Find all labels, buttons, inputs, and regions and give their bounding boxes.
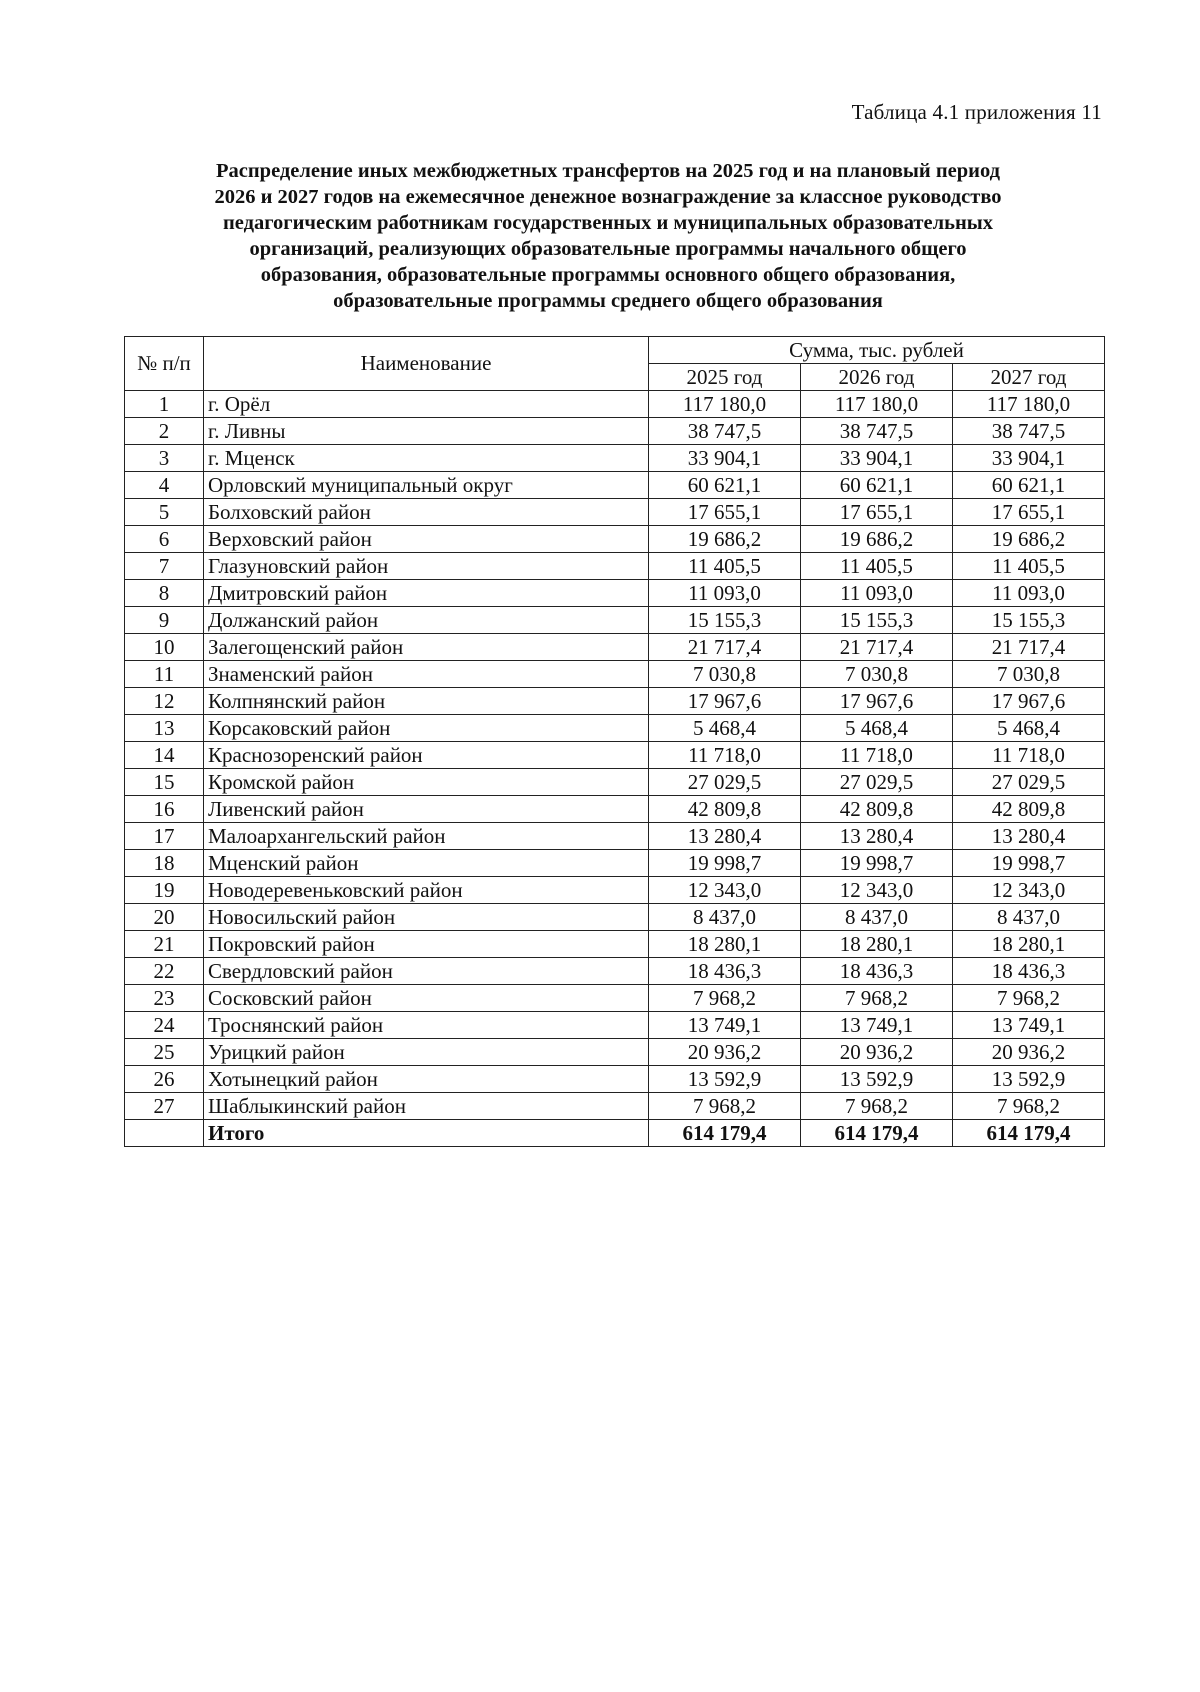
row-value-2027: 13 280,4 bbox=[953, 823, 1105, 850]
row-value-2027: 27 029,5 bbox=[953, 769, 1105, 796]
row-value-2027: 13 749,1 bbox=[953, 1012, 1105, 1039]
row-name: Болховский район bbox=[204, 499, 649, 526]
row-value-2025: 12 343,0 bbox=[649, 877, 801, 904]
row-value-2027: 11 093,0 bbox=[953, 580, 1105, 607]
row-number: 18 bbox=[125, 850, 204, 877]
row-number: 17 bbox=[125, 823, 204, 850]
table-row bbox=[125, 607, 1105, 634]
row-number: 4 bbox=[125, 472, 204, 499]
row-number: 19 bbox=[125, 877, 204, 904]
row-value-2026: 13 749,1 bbox=[801, 1012, 953, 1039]
row-number: 16 bbox=[125, 796, 204, 823]
row-number: 7 bbox=[125, 553, 204, 580]
row-name: Покровский район bbox=[204, 931, 649, 958]
total-value-2026: 614 179,4 bbox=[801, 1120, 953, 1147]
row-value-2025: 11 093,0 bbox=[649, 580, 801, 607]
row-name: Залегощенский район bbox=[204, 634, 649, 661]
row-value-2025: 18 280,1 bbox=[649, 931, 801, 958]
row-name: Колпнянский район bbox=[204, 688, 649, 715]
total-value-2025: 614 179,4 bbox=[649, 1120, 801, 1147]
row-value-2025: 21 717,4 bbox=[649, 634, 801, 661]
row-value-2027: 18 280,1 bbox=[953, 931, 1105, 958]
row-name: Орловский муниципальный округ bbox=[204, 472, 649, 499]
row-number: 2 bbox=[125, 418, 204, 445]
row-value-2026: 8 437,0 bbox=[801, 904, 953, 931]
row-name: Хотынецкий район bbox=[204, 1066, 649, 1093]
row-value-2025: 13 592,9 bbox=[649, 1066, 801, 1093]
row-value-2025: 15 155,3 bbox=[649, 607, 801, 634]
total-label: Итого bbox=[204, 1120, 649, 1147]
row-name: Новодеревеньковский район bbox=[204, 877, 649, 904]
row-value-2027: 15 155,3 bbox=[953, 607, 1105, 634]
row-value-2026: 7 968,2 bbox=[801, 985, 953, 1012]
table-row bbox=[125, 553, 1105, 580]
header-sum: Сумма, тыс. рублей bbox=[649, 337, 1105, 364]
row-value-2026: 19 998,7 bbox=[801, 850, 953, 877]
row-number: 11 bbox=[125, 661, 204, 688]
row-value-2027: 38 747,5 bbox=[953, 418, 1105, 445]
row-value-2025: 13 749,1 bbox=[649, 1012, 801, 1039]
row-value-2025: 117 180,0 bbox=[649, 391, 801, 418]
row-value-2025: 19 686,2 bbox=[649, 526, 801, 553]
row-value-2026: 7 968,2 bbox=[801, 1093, 953, 1120]
row-value-2026: 11 718,0 bbox=[801, 742, 953, 769]
row-value-2026: 19 686,2 bbox=[801, 526, 953, 553]
row-value-2027: 17 967,6 bbox=[953, 688, 1105, 715]
header-number: № п/п bbox=[125, 337, 204, 391]
row-value-2027: 42 809,8 bbox=[953, 796, 1105, 823]
row-value-2025: 7 968,2 bbox=[649, 985, 801, 1012]
row-value-2025: 42 809,8 bbox=[649, 796, 801, 823]
row-number: 21 bbox=[125, 931, 204, 958]
row-value-2025: 7 030,8 bbox=[649, 661, 801, 688]
row-name: Должанский район bbox=[204, 607, 649, 634]
row-value-2025: 7 968,2 bbox=[649, 1093, 801, 1120]
row-value-2026: 15 155,3 bbox=[801, 607, 953, 634]
row-value-2027: 11 718,0 bbox=[953, 742, 1105, 769]
row-value-2026: 42 809,8 bbox=[801, 796, 953, 823]
total-number-cell bbox=[125, 1120, 204, 1147]
table-row bbox=[125, 688, 1105, 715]
row-name: Корсаковский район bbox=[204, 715, 649, 742]
table-row bbox=[125, 634, 1105, 661]
row-value-2026: 11 405,5 bbox=[801, 553, 953, 580]
row-number: 22 bbox=[125, 958, 204, 985]
table-row bbox=[125, 418, 1105, 445]
row-name: Глазуновский район bbox=[204, 553, 649, 580]
row-name: Ливенский район bbox=[204, 796, 649, 823]
table-row bbox=[125, 1012, 1105, 1039]
row-name: Краснозоренский район bbox=[204, 742, 649, 769]
row-name: г. Ливны bbox=[204, 418, 649, 445]
header-year-2026: 2026 год bbox=[801, 364, 953, 391]
row-value-2025: 19 998,7 bbox=[649, 850, 801, 877]
table-row bbox=[125, 580, 1105, 607]
row-value-2027: 21 717,4 bbox=[953, 634, 1105, 661]
total-value-2027: 614 179,4 bbox=[953, 1120, 1105, 1147]
row-value-2026: 7 030,8 bbox=[801, 661, 953, 688]
row-value-2025: 60 621,1 bbox=[649, 472, 801, 499]
row-name: Урицкий район bbox=[204, 1039, 649, 1066]
table-row bbox=[125, 904, 1105, 931]
row-value-2026: 33 904,1 bbox=[801, 445, 953, 472]
row-number: 9 bbox=[125, 607, 204, 634]
row-value-2025: 11 405,5 bbox=[649, 553, 801, 580]
document-title bbox=[120, 158, 1096, 314]
row-name: Свердловский район bbox=[204, 958, 649, 985]
row-value-2026: 13 280,4 bbox=[801, 823, 953, 850]
row-value-2025: 5 468,4 bbox=[649, 715, 801, 742]
table-row bbox=[125, 715, 1105, 742]
table-row bbox=[125, 1039, 1105, 1066]
row-value-2026: 12 343,0 bbox=[801, 877, 953, 904]
row-value-2026: 18 436,3 bbox=[801, 958, 953, 985]
header-year-2027: 2027 год bbox=[953, 364, 1105, 391]
row-name: Кромской район bbox=[204, 769, 649, 796]
table-row bbox=[125, 931, 1105, 958]
row-value-2027: 11 405,5 bbox=[953, 553, 1105, 580]
row-value-2026: 117 180,0 bbox=[801, 391, 953, 418]
row-number: 24 bbox=[125, 1012, 204, 1039]
row-value-2026: 60 621,1 bbox=[801, 472, 953, 499]
row-value-2026: 21 717,4 bbox=[801, 634, 953, 661]
row-value-2027: 19 998,7 bbox=[953, 850, 1105, 877]
row-name: Троснянский район bbox=[204, 1012, 649, 1039]
row-value-2025: 20 936,2 bbox=[649, 1039, 801, 1066]
row-value-2027: 8 437,0 bbox=[953, 904, 1105, 931]
row-number: 1 bbox=[125, 391, 204, 418]
row-name: Малоархангельский район bbox=[204, 823, 649, 850]
row-value-2026: 11 093,0 bbox=[801, 580, 953, 607]
table-row bbox=[125, 661, 1105, 688]
header-year-2025: 2025 год bbox=[649, 364, 801, 391]
row-value-2026: 17 967,6 bbox=[801, 688, 953, 715]
title-line: Распределение иных межбюджетных трансфертов на 2025 год и на плановый период bbox=[216, 160, 1000, 182]
table-row bbox=[125, 526, 1105, 553]
row-name: Верховский район bbox=[204, 526, 649, 553]
table-row bbox=[125, 850, 1105, 877]
row-value-2027: 12 343,0 bbox=[953, 877, 1105, 904]
row-number: 12 bbox=[125, 688, 204, 715]
row-value-2026: 20 936,2 bbox=[801, 1039, 953, 1066]
transfers-table bbox=[124, 336, 1105, 1147]
row-name: Сосковский район bbox=[204, 985, 649, 1012]
table-row bbox=[125, 472, 1105, 499]
row-value-2026: 5 468,4 bbox=[801, 715, 953, 742]
row-value-2025: 27 029,5 bbox=[649, 769, 801, 796]
row-value-2027: 5 468,4 bbox=[953, 715, 1105, 742]
row-name: Знаменский район bbox=[204, 661, 649, 688]
row-name: Шаблыкинский район bbox=[204, 1093, 649, 1120]
row-value-2025: 11 718,0 bbox=[649, 742, 801, 769]
table-row bbox=[125, 796, 1105, 823]
row-value-2025: 13 280,4 bbox=[649, 823, 801, 850]
row-value-2026: 13 592,9 bbox=[801, 1066, 953, 1093]
row-number: 25 bbox=[125, 1039, 204, 1066]
table-row bbox=[125, 445, 1105, 472]
row-value-2027: 60 621,1 bbox=[953, 472, 1105, 499]
row-number: 6 bbox=[125, 526, 204, 553]
row-value-2027: 7 030,8 bbox=[953, 661, 1105, 688]
row-value-2025: 33 904,1 bbox=[649, 445, 801, 472]
title-line: 2026 и 2027 годов на ежемесячное денежное вознаграждение за классное руководство bbox=[214, 186, 1002, 208]
table-row bbox=[125, 742, 1105, 769]
row-name: Мценский район bbox=[204, 850, 649, 877]
row-number: 5 bbox=[125, 499, 204, 526]
table-row bbox=[125, 499, 1105, 526]
row-name: Новосильский район bbox=[204, 904, 649, 931]
table-row bbox=[125, 958, 1105, 985]
row-value-2027: 33 904,1 bbox=[953, 445, 1105, 472]
row-value-2026: 27 029,5 bbox=[801, 769, 953, 796]
table-row bbox=[125, 391, 1105, 418]
row-name: Дмитровский район bbox=[204, 580, 649, 607]
row-value-2027: 18 436,3 bbox=[953, 958, 1105, 985]
row-value-2026: 17 655,1 bbox=[801, 499, 953, 526]
row-number: 26 bbox=[125, 1066, 204, 1093]
row-value-2027: 13 592,9 bbox=[953, 1066, 1105, 1093]
row-number: 14 bbox=[125, 742, 204, 769]
row-number: 3 bbox=[125, 445, 204, 472]
table-row bbox=[125, 769, 1105, 796]
row-number: 23 bbox=[125, 985, 204, 1012]
title-line: педагогическим работникам государственных и муниципальных образовательных bbox=[222, 212, 994, 234]
row-value-2027: 17 655,1 bbox=[953, 499, 1105, 526]
title-line: образовательные программы среднего общего образования bbox=[333, 290, 883, 312]
row-value-2026: 38 747,5 bbox=[801, 418, 953, 445]
header-name: Наименование bbox=[204, 337, 649, 391]
row-value-2027: 117 180,0 bbox=[953, 391, 1105, 418]
title-line: образования, образовательные программы основного общего образования, bbox=[260, 264, 956, 286]
row-value-2025: 38 747,5 bbox=[649, 418, 801, 445]
table-caption: Таблица 4.1 приложения 11 bbox=[851, 100, 1102, 124]
table-row bbox=[125, 1093, 1105, 1120]
row-value-2025: 18 436,3 bbox=[649, 958, 801, 985]
title-line: организаций, реализующих образовательные программы начального общего bbox=[249, 238, 967, 260]
row-number: 20 bbox=[125, 904, 204, 931]
row-value-2027: 7 968,2 bbox=[953, 985, 1105, 1012]
table-row bbox=[125, 1066, 1105, 1093]
row-number: 13 bbox=[125, 715, 204, 742]
row-value-2025: 8 437,0 bbox=[649, 904, 801, 931]
total-row bbox=[125, 1120, 1105, 1147]
row-name: г. Орёл bbox=[204, 391, 649, 418]
table-row bbox=[125, 877, 1105, 904]
row-number: 8 bbox=[125, 580, 204, 607]
row-value-2027: 7 968,2 bbox=[953, 1093, 1105, 1120]
row-number: 15 bbox=[125, 769, 204, 796]
table-row bbox=[125, 823, 1105, 850]
row-value-2025: 17 967,6 bbox=[649, 688, 801, 715]
row-value-2027: 19 686,2 bbox=[953, 526, 1105, 553]
row-name: г. Мценск bbox=[204, 445, 649, 472]
table-body bbox=[125, 391, 1105, 1120]
row-value-2026: 18 280,1 bbox=[801, 931, 953, 958]
row-number: 10 bbox=[125, 634, 204, 661]
table-header bbox=[125, 337, 1105, 391]
row-value-2027: 20 936,2 bbox=[953, 1039, 1105, 1066]
table-row bbox=[125, 985, 1105, 1012]
row-number: 27 bbox=[125, 1093, 204, 1120]
row-value-2025: 17 655,1 bbox=[649, 499, 801, 526]
